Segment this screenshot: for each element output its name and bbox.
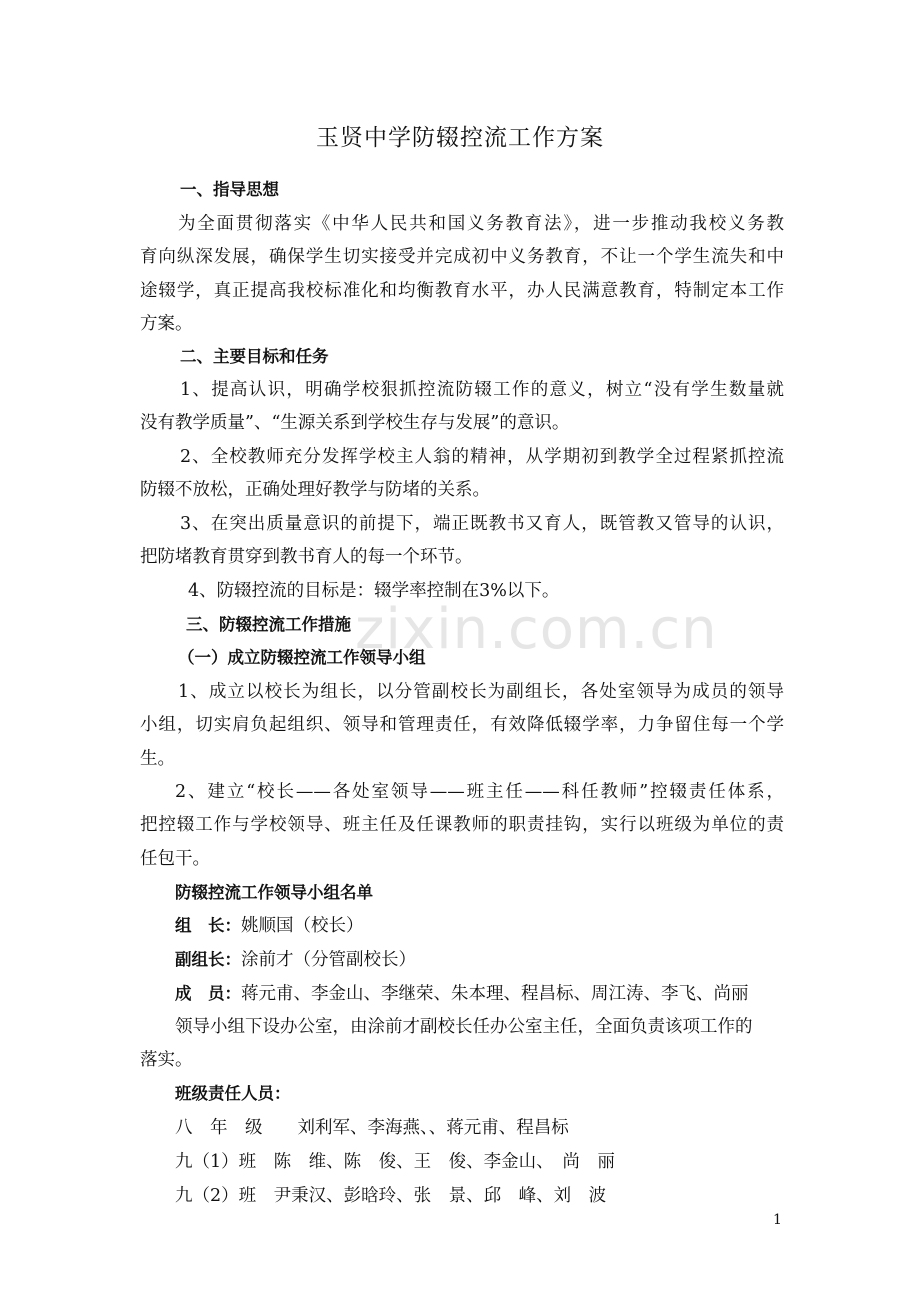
paragraph-line (180, 373, 784, 407)
line-text: 途辍学，真正提高我校标准化和均衡教育水平，办人民满意教育，特制定本工作 (140, 281, 784, 301)
line-text: 把防堵教育贯穿到教书育人的每一个环节。 (140, 547, 473, 567)
line-text: 没有教学质量”、“生源关系到学校生存与发展”的意识。 (140, 413, 570, 433)
line-text: 三、防辍控流工作措施 (186, 615, 351, 634)
section-heading (175, 1077, 291, 1111)
line-text: 八 年 级 刘利军、李海燕、、蒋元甫、程昌标 (175, 1118, 569, 1138)
paragraph-line (140, 406, 569, 440)
line-text: 1、提高认识，明确学校狠抓控流防辍工作的意义，树立“没有学生数量就 (180, 380, 784, 400)
paragraph-line (140, 540, 473, 574)
paragraph-line (140, 473, 490, 507)
line-text: 2、全校教师充分发挥学校主人翁的精神，从学期初到教学全过程紧抓控流 (180, 447, 784, 467)
page-number: 1 (773, 1212, 782, 1228)
paragraph-line (140, 842, 210, 876)
paragraph-line (140, 708, 784, 742)
paragraph-line (140, 742, 175, 776)
paragraph-line (178, 207, 784, 241)
line-text: 一、指导思想 (180, 180, 279, 199)
line-text: 小组，切实肩负起组织、领导和管理责任，有效降低辍学率，力争留住每一个学 (140, 715, 784, 735)
paragraph-line (178, 675, 784, 709)
line-text: 3、在突出质量意识的前提下，端正既教书又育人，既管教又管导的认识， (180, 514, 784, 534)
line-text: 生。 (140, 749, 175, 769)
line-text: 防辍控流工作领导小组名单 (175, 883, 373, 902)
roster-label: 成 员： (175, 984, 241, 1003)
line-text: 九（1）班 陈 维、陈 俊、王 俊、李金山、 尚 丽 (175, 1152, 615, 1172)
line-text: 育向纵深发展，确保学生切实接受并完成初中义务教育，不让一个学生流失和中 (140, 247, 784, 267)
line-text: 2、建立“校长——各处室领导——班主任——科任教师”控辍责任体系， (175, 782, 784, 802)
line-text: 落实。 (140, 1050, 193, 1070)
line-text: 姚顺国（校长） (241, 916, 364, 936)
paragraph-line (175, 1010, 753, 1044)
paragraph-line (180, 440, 784, 474)
line-text: 方案。 (140, 314, 193, 334)
section-heading (180, 340, 329, 374)
paragraph-line (140, 274, 784, 308)
roster-label: 组 长： (175, 916, 241, 935)
paragraph-line (140, 808, 784, 842)
paragraph-line (140, 1043, 193, 1077)
paragraph-line (140, 240, 784, 274)
paragraph-line (140, 307, 193, 341)
line-text: 1、成立以校长为组长，以分管副校长为副组长，各处室领导为成员的领导 (178, 682, 784, 702)
paragraph-line (175, 977, 749, 1011)
line-text: 涂前才（分管副校长） (241, 950, 416, 970)
paragraph-line (175, 909, 364, 943)
watermark-text: zixin.com.cn (355, 597, 718, 662)
page-title: 玉贤中学防辍控流工作方案 (316, 125, 604, 151)
section-heading (175, 876, 373, 910)
line-text: 二、主要目标和任务 (180, 347, 329, 366)
line-text: 领导小组下设办公室，由涂前才副校长任办公室主任，全面负责该项工作的 (175, 1017, 753, 1037)
line-text: 九（2）班 尹秉汉、彭晗玲、张 景、邱 峰、刘 波 (175, 1186, 607, 1206)
line-text: 班级责任人员： (175, 1084, 291, 1103)
line-text: 为全面贯彻落实《中华人民共和国义务教育法》，进一步推动我校义务教 (178, 214, 784, 234)
paragraph-line (175, 1145, 615, 1179)
paragraph-line (188, 574, 559, 608)
line-text: 把控辍工作与学校领导、班主任及任课教师的职责挂钩，实行以班级为单位的责 (140, 815, 784, 835)
paragraph-line (175, 1179, 606, 1213)
roster-label: 副组长： (175, 950, 241, 969)
line-text: 防辍不放松，正确处理好教学与防堵的关系。 (140, 480, 490, 500)
section-heading (180, 173, 279, 207)
paragraph-line (180, 507, 784, 541)
section-heading (186, 608, 351, 642)
line-text: （一）成立防辍控流工作领导小组 (178, 648, 426, 667)
paragraph-line (175, 1111, 569, 1145)
line-text: 任包干。 (140, 849, 210, 869)
section-heading (178, 641, 426, 675)
paragraph-line (175, 943, 416, 977)
line-text: 4、防辍控流的目标是：辍学率控制在3%以下。 (188, 581, 560, 601)
paragraph-line (175, 775, 784, 809)
line-text: 蒋元甫、李金山、李继荣、朱本理、程昌标、周江涛、李飞、尚丽 (241, 984, 749, 1004)
